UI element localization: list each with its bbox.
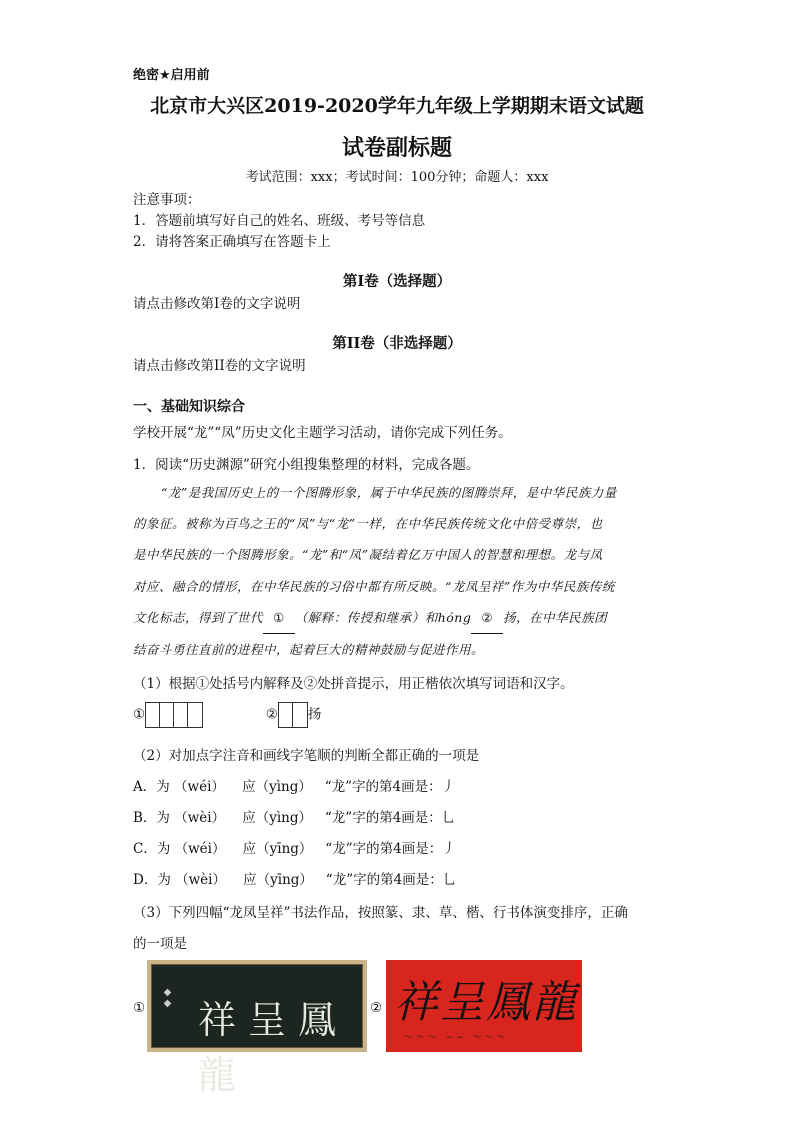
calligraphy-signature: 〜〜〜 ∽∽ 〜〜〜 [404,1033,509,1043]
part1-desc[interactable]: 请点击修改第I卷的文字说明 [133,296,301,312]
seal-mark: ◆◆ [162,987,173,1009]
option-c[interactable]: C．为 （wéi） 应（yīng） “龙”字的第4画是：丿 [133,841,456,857]
calligraphy-artwork-2 [386,960,582,1052]
answer-grid-2[interactable] [278,702,308,728]
answer-mark-1: ① [133,706,146,723]
exam-subtitle: 试卷副标题 [341,135,452,161]
subquestion-3-line1: （3）下列四幅“龙凤呈祥”书法作品，按照篆、隶、草、楷、行书体演变排序，正确 [133,905,628,921]
answer-grid-1[interactable] [145,702,203,728]
passage-line: 的象征。被称为百鸟之王的“凤”与“龙”一样，在中华民族传统文化中倍受尊崇，也 [133,516,603,532]
passage-line: 是中华民族的一个图腾形象。“龙”和“凤”凝结着亿万中国人的智慧和理想。龙与凤 [133,547,603,563]
notes-item-1: 1．答题前填写好自己的姓名、班级、考号等信息 [133,213,426,229]
option-b[interactable]: B．为 （wèi） 应（yìng） “龙”字的第4画是：乚 [133,810,456,826]
option-d[interactable]: D．为 （wèi） 应（yīng） “龙”字的第4画是：乚 [133,872,457,888]
section1-intro: 学校开展“龙”“凤”历史文化主题学习活动，请你完成下列任务。 [133,425,512,441]
blank-1: ① [263,602,295,634]
artwork-mark-2: ② [370,1000,383,1016]
passage-line: 对应、融合的情形，在中华民族的习俗中都有所反映。“龙凤呈祥”作为中华民族传统 [133,578,615,594]
exam-info: 考试范围：xxx；考试时间：100分钟；命题人：xxx [245,170,549,185]
notes-heading: 注意事项： [133,192,201,208]
subquestion-1: （1）根据①处括号内解释及②处拼音提示，用正楷依次填写词语和汉字。 [133,676,574,692]
answer-mark-2: ② [265,706,278,723]
part2-desc[interactable]: 请点击修改第II卷的文字说明 [133,358,306,374]
confidential-mark: 绝密★启用前 [133,68,210,83]
passage-line [133,602,663,634]
artwork-mark-1: ① [133,1000,146,1016]
calligraphy-artwork-1 [147,960,367,1097]
reading-passage [133,477,663,665]
calligraphy-text-1: 祥呈鳳龍 [198,998,349,1097]
part2-title: 第II卷（非选择题） [332,335,462,352]
passage-text: 文化标志，得到了世代 [133,609,264,625]
exam-title: 北京市大兴区2019-2020学年九年级上学期期末语文试题 [150,95,644,117]
passage-line: “龙”是我国历史上的一个图腾形象，属于中华民族的图腾崇拜，是中华民族力量 [161,485,617,500]
question1: 1．阅读“历史渊源”研究小组搜集整理的材料，完成各题。 [133,457,480,473]
option-a[interactable]: A．为 （wéi） 应（yìng） “龙”字的第4画是：丿 [133,779,456,795]
subquestion-3-line2: 的一项是 [133,936,187,952]
passage-text: （解释：传授和继承）和hóng [294,609,472,625]
notes-item-2: 2．请将答案正确填写在答题卡上 [133,234,331,250]
passage-text: 扬，在中华民族团 [503,609,608,625]
part1-title: 第I卷（选择题） [342,273,452,290]
subquestion-2: （2）对加点字注音和画线字笔顺的判断全都正确的一项是 [133,748,480,764]
answer-suffix: 扬 [307,706,322,723]
answer-grid-row [133,702,321,728]
calligraphy-text-2: 祥呈鳳龍 [394,977,578,1028]
passage-line: 结奋斗勇往直前的进程中，起着巨大的精神鼓励与促进作用。 [133,642,485,658]
blank-2: ② [471,602,503,634]
section1-title: 一、基础知识综合 [133,399,245,415]
